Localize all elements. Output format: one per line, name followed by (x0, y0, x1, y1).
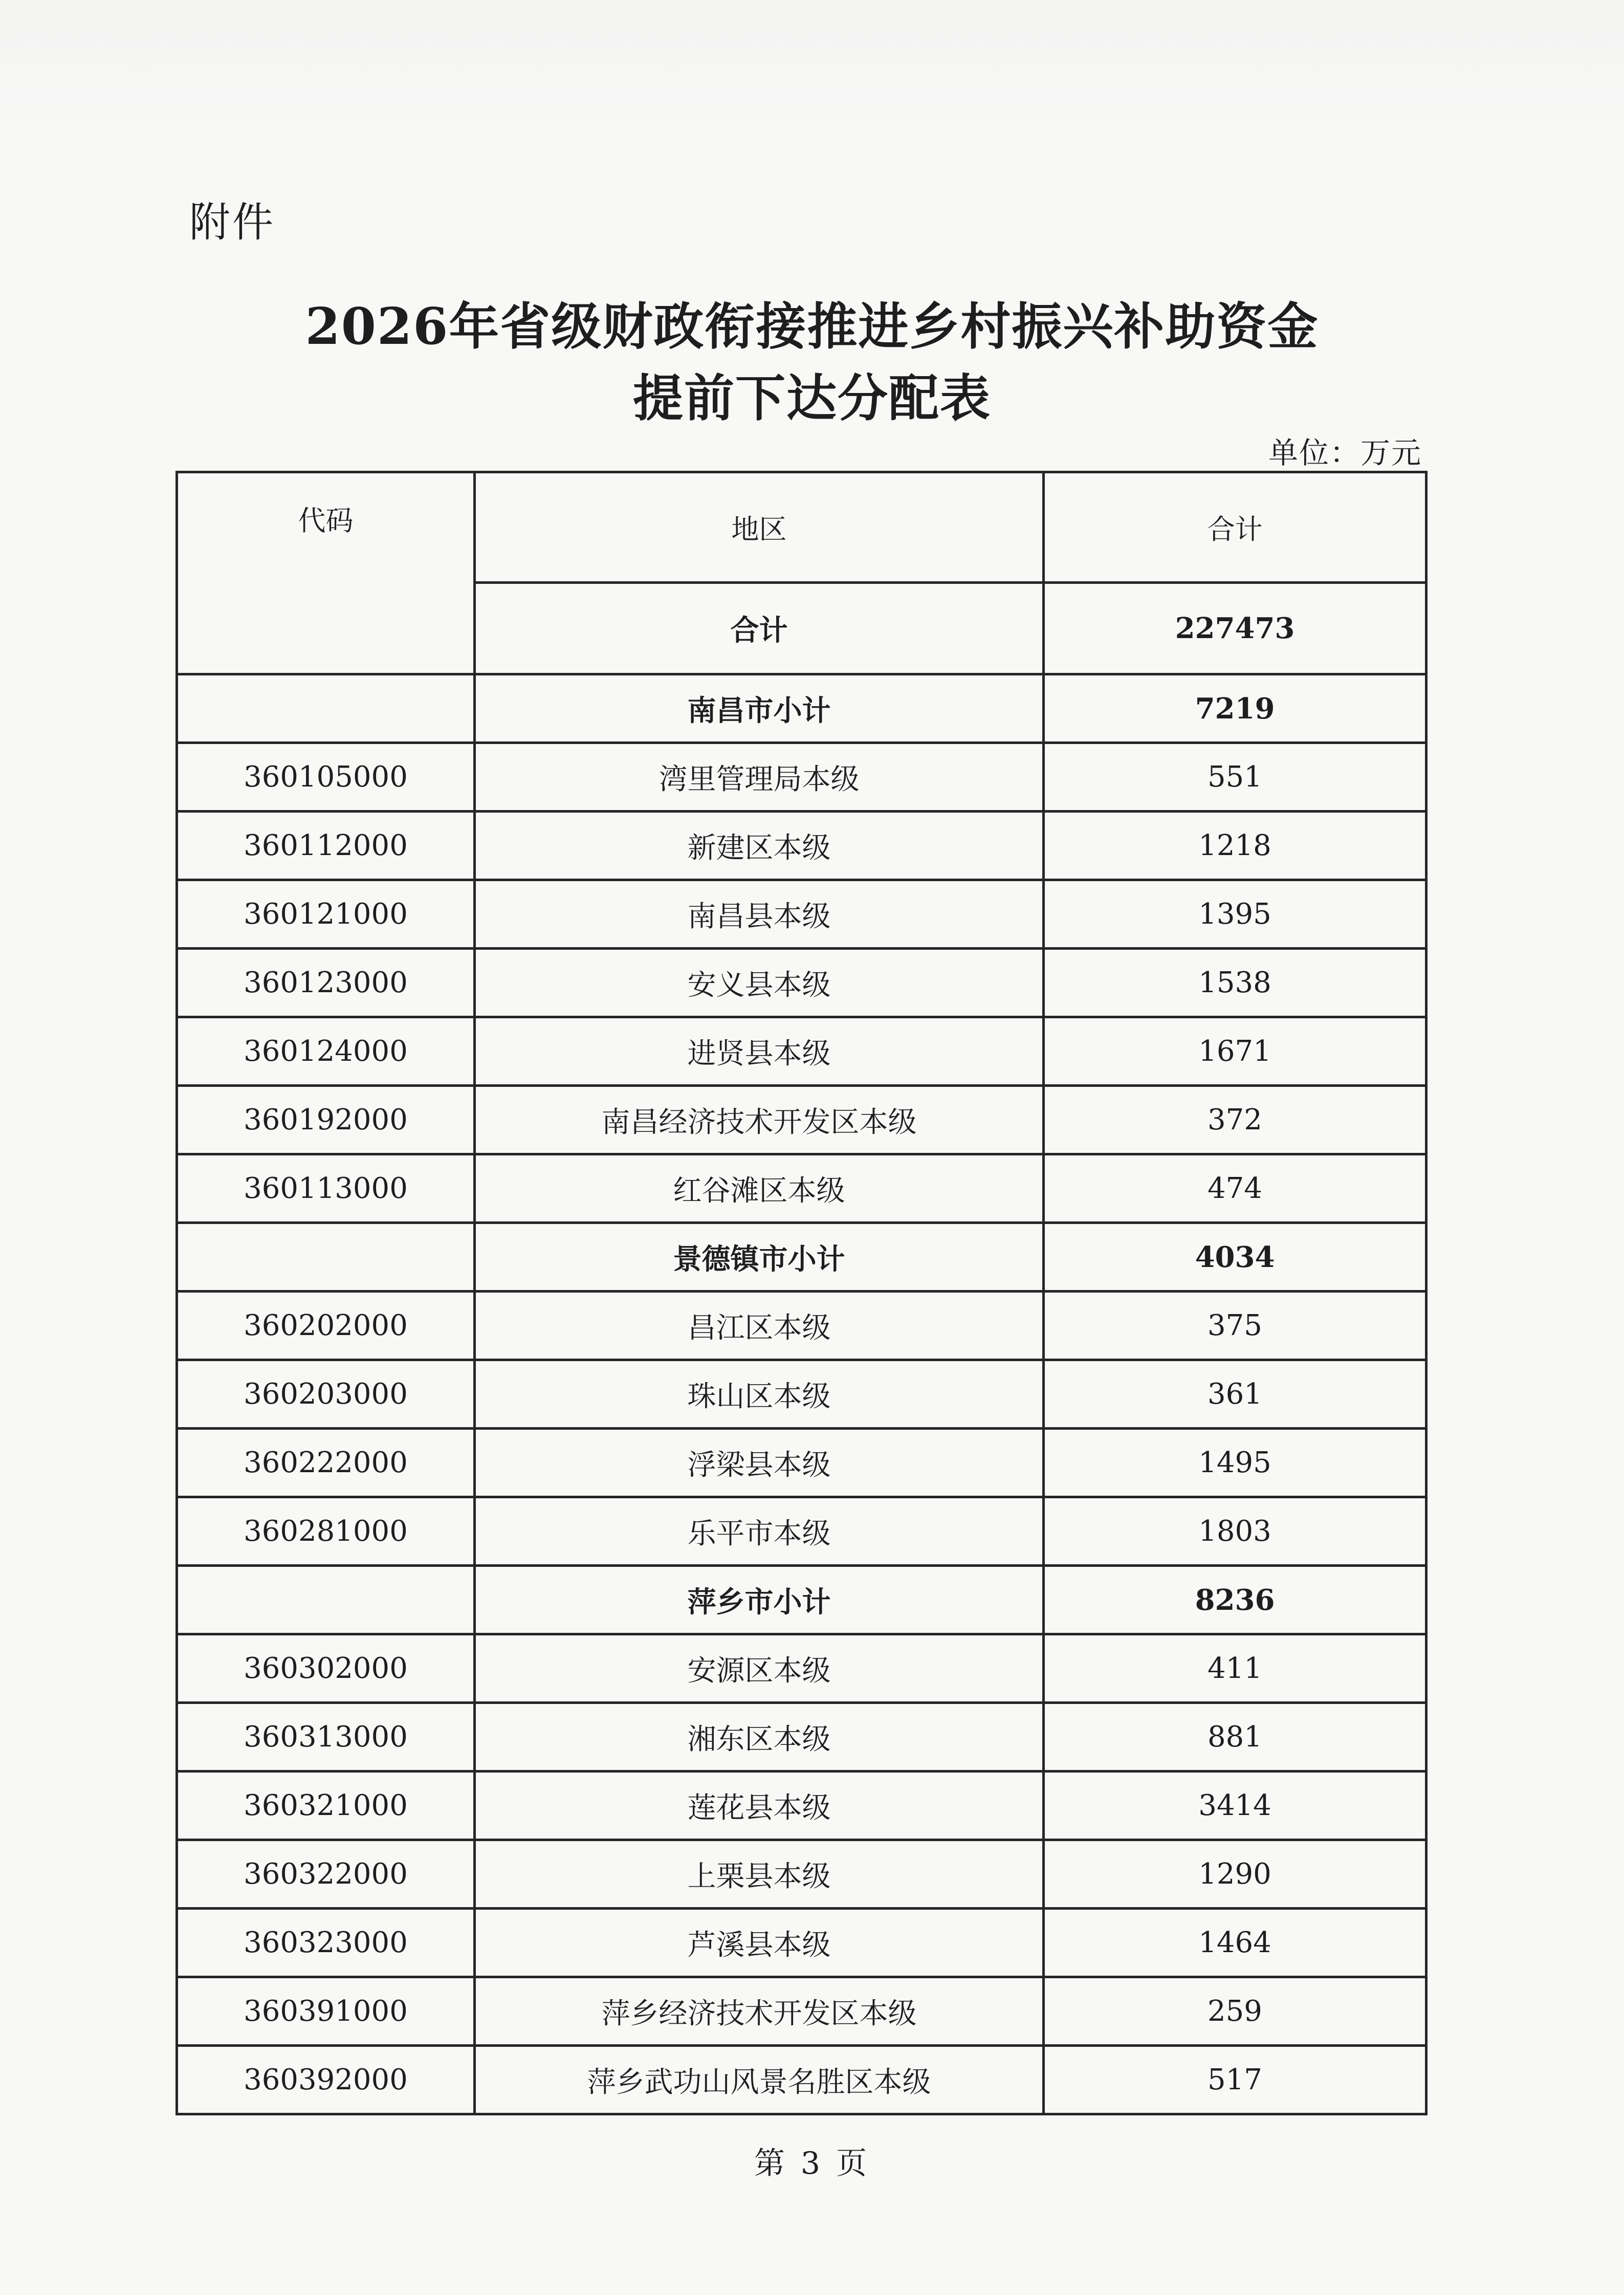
table-row (177, 880, 1427, 949)
table-row (177, 1634, 1427, 1703)
cell-value: 375 (1044, 1292, 1427, 1360)
cell-value: 411 (1044, 1634, 1427, 1703)
cell-code: 360112000 (177, 812, 475, 880)
document-title-line1: 2026年省级财政衔接推进乡村振兴补助资金 (305, 297, 1319, 356)
table-row (177, 1086, 1427, 1154)
subtotal-row (177, 1223, 1427, 1292)
cell-region: 芦溪县本级 (475, 1909, 1044, 1977)
table-row (177, 1703, 1427, 1772)
table-row (177, 1497, 1427, 1566)
table-row (177, 2046, 1427, 2114)
cell-value: 1671 (1044, 1017, 1427, 1086)
cell-value: 517 (1044, 2046, 1427, 2114)
cell-value: 1290 (1044, 1840, 1427, 1909)
cell-code (177, 674, 475, 743)
cell-code: 360391000 (177, 1977, 475, 2046)
cell-code: 360202000 (177, 1292, 475, 1360)
column-header-region: 地区 (475, 472, 1044, 583)
page-number: 第 3 页 (754, 2146, 870, 2181)
cell-code: 360323000 (177, 1909, 475, 1977)
table-row (177, 1292, 1427, 1360)
cell-value: 8236 (1044, 1566, 1427, 1634)
cell-region: 莲花县本级 (475, 1772, 1044, 1840)
cell-region: 昌江区本级 (475, 1292, 1044, 1360)
column-header-total: 合计 (1044, 472, 1427, 583)
grand-total-label: 合计 (475, 583, 1044, 674)
cell-code: 360222000 (177, 1429, 475, 1497)
table-row (177, 1840, 1427, 1909)
cell-value: 372 (1044, 1086, 1427, 1154)
unit-label: 单位：万元 (1268, 435, 1422, 470)
cell-region: 萍乡经济技术开发区本级 (475, 1977, 1044, 2046)
table-row (177, 743, 1427, 812)
cell-value: 551 (1044, 743, 1427, 812)
table-row (177, 1154, 1427, 1223)
table-row (177, 1017, 1427, 1086)
table-row (177, 1772, 1427, 1840)
cell-code: 360281000 (177, 1497, 475, 1566)
cell-value: 361 (1044, 1360, 1427, 1429)
cell-region: 南昌县本级 (475, 880, 1044, 949)
cell-region: 南昌经济技术开发区本级 (475, 1086, 1044, 1154)
document-title-line2: 提前下达分配表 (632, 369, 991, 428)
cell-region: 上栗县本级 (475, 1840, 1044, 1909)
table-row (177, 812, 1427, 880)
subtotal-row (177, 674, 1427, 743)
cell-value: 3414 (1044, 1772, 1427, 1840)
cell-value: 1395 (1044, 880, 1427, 949)
cell-code: 360123000 (177, 949, 475, 1017)
table-row (177, 1909, 1427, 1977)
cell-region: 安源区本级 (475, 1634, 1044, 1703)
allocation-table (175, 471, 1428, 2115)
cell-region: 新建区本级 (475, 812, 1044, 880)
cell-value: 1218 (1044, 812, 1427, 880)
subtotal-row (177, 1566, 1427, 1634)
table-body (177, 674, 1427, 2114)
cell-region: 乐平市本级 (475, 1497, 1044, 1566)
cell-value: 259 (1044, 1977, 1427, 2046)
attachment-label: 附件 (189, 199, 275, 246)
cell-code: 360302000 (177, 1634, 475, 1703)
table-row (177, 949, 1427, 1017)
column-header-code: 代码 (177, 472, 475, 674)
cell-value: 474 (1044, 1154, 1427, 1223)
cell-code: 360313000 (177, 1703, 475, 1772)
cell-region: 南昌市小计 (475, 674, 1044, 743)
cell-region: 萍乡武功山风景名胜区本级 (475, 2046, 1044, 2114)
cell-value: 4034 (1044, 1223, 1427, 1292)
table-header-row (177, 472, 1427, 583)
cell-value: 1538 (1044, 949, 1427, 1017)
cell-value: 881 (1044, 1703, 1427, 1772)
cell-region: 珠山区本级 (475, 1360, 1044, 1429)
cell-region: 湘东区本级 (475, 1703, 1044, 1772)
table-row (177, 1977, 1427, 2046)
cell-region: 湾里管理局本级 (475, 743, 1044, 812)
cell-region: 安义县本级 (475, 949, 1044, 1017)
grand-total-value: 227473 (1044, 583, 1427, 674)
cell-region: 景德镇市小计 (475, 1223, 1044, 1292)
cell-value: 1803 (1044, 1497, 1427, 1566)
cell-code (177, 1566, 475, 1634)
cell-code: 360322000 (177, 1840, 475, 1909)
table-row (177, 1429, 1427, 1497)
cell-code: 360203000 (177, 1360, 475, 1429)
cell-code: 360192000 (177, 1086, 475, 1154)
cell-code: 360392000 (177, 2046, 475, 2114)
cell-code: 360113000 (177, 1154, 475, 1223)
cell-code: 360105000 (177, 743, 475, 812)
cell-region: 进贤县本级 (475, 1017, 1044, 1086)
table-row (177, 1360, 1427, 1429)
cell-code: 360321000 (177, 1772, 475, 1840)
cell-code: 360124000 (177, 1017, 475, 1086)
cell-code: 360121000 (177, 880, 475, 949)
cell-value: 7219 (1044, 674, 1427, 743)
cell-code (177, 1223, 475, 1292)
cell-value: 1495 (1044, 1429, 1427, 1497)
cell-region: 萍乡市小计 (475, 1566, 1044, 1634)
cell-value: 1464 (1044, 1909, 1427, 1977)
cell-region: 浮梁县本级 (475, 1429, 1044, 1497)
cell-region: 红谷滩区本级 (475, 1154, 1044, 1223)
